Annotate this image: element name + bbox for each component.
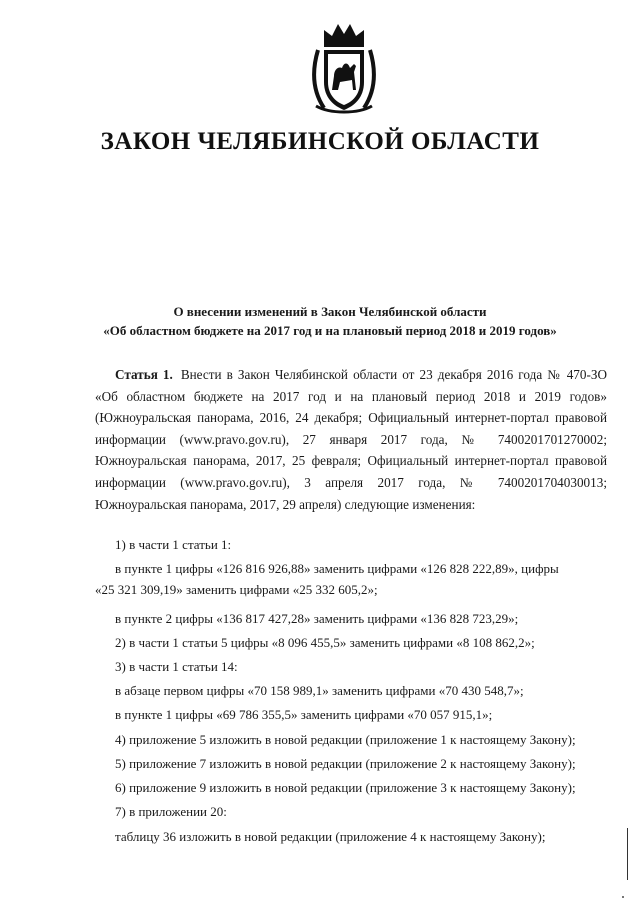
law-subtitle: [60, 302, 600, 340]
scan-margin-line: [627, 828, 628, 880]
list-item: [95, 558, 607, 600]
list-item: 1) в части 1 статьи 1:: [115, 537, 232, 552]
list-item: 2) в части 1 статьи 5 цифры «8 096 455,5» заменить цифрами «8 108 862,2»;: [115, 635, 535, 650]
subtitle-line-1: О внесении изменений в Закон Челябинской области: [173, 304, 487, 319]
list-item: в пункте 2 цифры «136 817 427,28» заменить цифрами «136 828 723,29»;: [115, 611, 519, 626]
article-1-paragraph: [95, 364, 607, 515]
list-item: 4) приложение 5 изложить в новой редакции (приложение 1 к настоящему Закону);: [115, 732, 576, 747]
list-item-line: «25 321 309,19» заменить цифрами «25 332 605,2»;: [95, 582, 378, 597]
article-text: Внести в Закон Челябинской области от 23 декабря 2016 года № 470-ЗО «Об областном бюджете на 2017 год и на плановый период 2018 и 2019 годов» (Южноуральская панорама, 2016, 24 декабря; Официальный интернет-портал правовой информации (www.pravo.gov.ru), 27 января 2017 года, № 7400201701270002; Южноуральская панорама, 2017, 25 февраля; Официальный интернет-портал правовой информации (www.pravo.gov.ru), 3 апреля 2017 года, № 7400201704030013; Южноуральская панорама, 2017, 29 апреля) следующие изменения:: [95, 367, 608, 512]
list-item: 5) приложение 7 изложить в новой редакции (приложение 2 к настоящему Закону);: [115, 756, 576, 771]
coat-of-arms-icon: [310, 20, 378, 116]
list-item-line: в пункте 1 цифры «126 816 926,88» заменить цифрами «126 828 222,89», цифры: [115, 561, 559, 576]
article-label: Статья 1.: [115, 367, 173, 382]
list-item: 3) в части 1 статьи 14:: [115, 659, 238, 674]
list-item: в абзаце первом цифры «70 158 989,1» заменить цифрами «70 430 548,7»;: [115, 683, 524, 698]
list-item: 6) приложение 9 изложить в новой редакции (приложение 3 к настоящему Закону);: [115, 780, 576, 795]
subtitle-line-2: «Об областном бюджете на 2017 год и на плановый период 2018 и 2019 годов»: [103, 323, 557, 338]
list-item: таблицу 36 изложить в новой редакции (приложение 4 к настоящему Закону);: [115, 829, 546, 844]
list-item: 7) в приложении 20:: [115, 804, 227, 819]
law-title: ЗАКОН ЧЕЛЯБИНСКОЙ ОБЛАСТИ: [100, 128, 540, 155]
scan-dot: [622, 896, 624, 898]
list-item: в пункте 1 цифры «69 786 355,5» заменить цифрами «70 057 915,1»;: [115, 707, 493, 722]
